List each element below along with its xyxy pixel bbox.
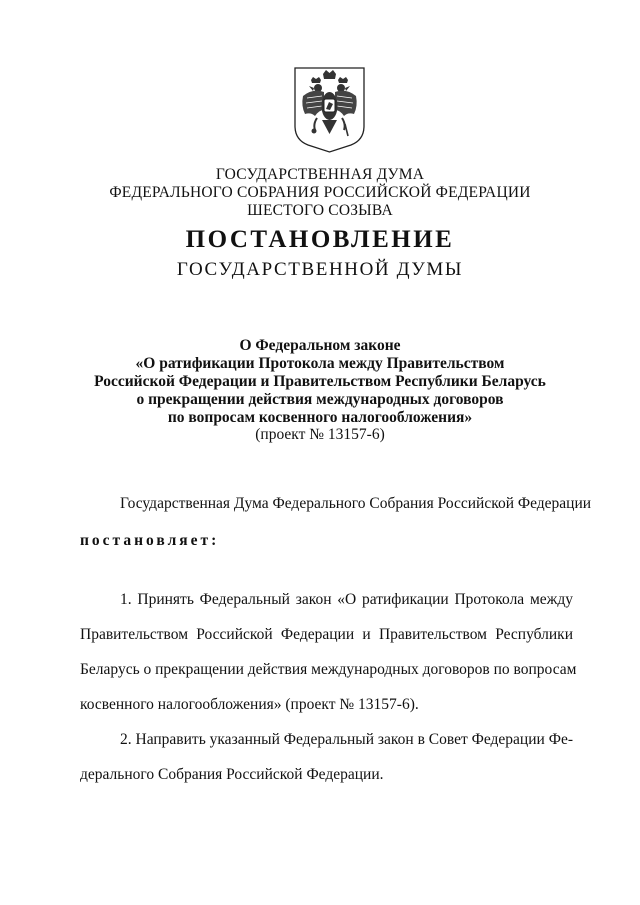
item-1-line-2: Правительством Российской Федерации и Правительством Республики <box>80 626 573 643</box>
subject-line-2: «О ратификации Протокола между Правительством <box>135 355 505 372</box>
item-2-line-2: дерального Собрания Российской Федерации. <box>80 766 384 783</box>
convocation-line: ШЕСТОГО СОЗЫВА <box>247 202 393 219</box>
org-name-line-2: ФЕДЕРАЛЬНОГО СОБРАНИЯ РОССИЙСКОЙ ФЕДЕРАЦИИ <box>109 184 531 201</box>
org-name-line-1: ГОСУДАРСТВЕННАЯ ДУМА <box>215 166 425 183</box>
draft-number: (проект № 13157-6) <box>255 426 385 443</box>
subject-line-4: о прекращении действия международных договоров <box>136 391 504 408</box>
document-title: ПОСТАНОВЛЕНИЕ <box>185 226 455 253</box>
item-1-line-3: Беларусь о прекращении действия международных договоров по вопросам <box>80 661 577 678</box>
subject-line-5: по вопросам косвенного налогообложения» <box>167 409 473 426</box>
intro-paragraph: Государственная Дума Федерального Собрания Российской Федерации <box>120 495 592 512</box>
subject-line-3: Российской Федерации и Правительством Республики Беларусь <box>94 373 546 390</box>
state-emblem-icon <box>293 66 366 154</box>
document-subtitle: ГОСУДАРСТВЕННОЙ ДУМЫ <box>176 259 464 280</box>
item-2-line-1: 2. Направить указанный Федеральный закон в Совет Федерации Фе- <box>120 731 573 748</box>
subject-line-1: О Федеральном законе <box>239 337 401 354</box>
item-1-line-1: 1. Принять Федеральный закон «О ратификации Протокола между <box>120 591 573 608</box>
item-1-line-4: косвенного налогообложения» (проект № 13157-6). <box>80 696 419 713</box>
decree-word: постановляет: <box>80 532 220 549</box>
